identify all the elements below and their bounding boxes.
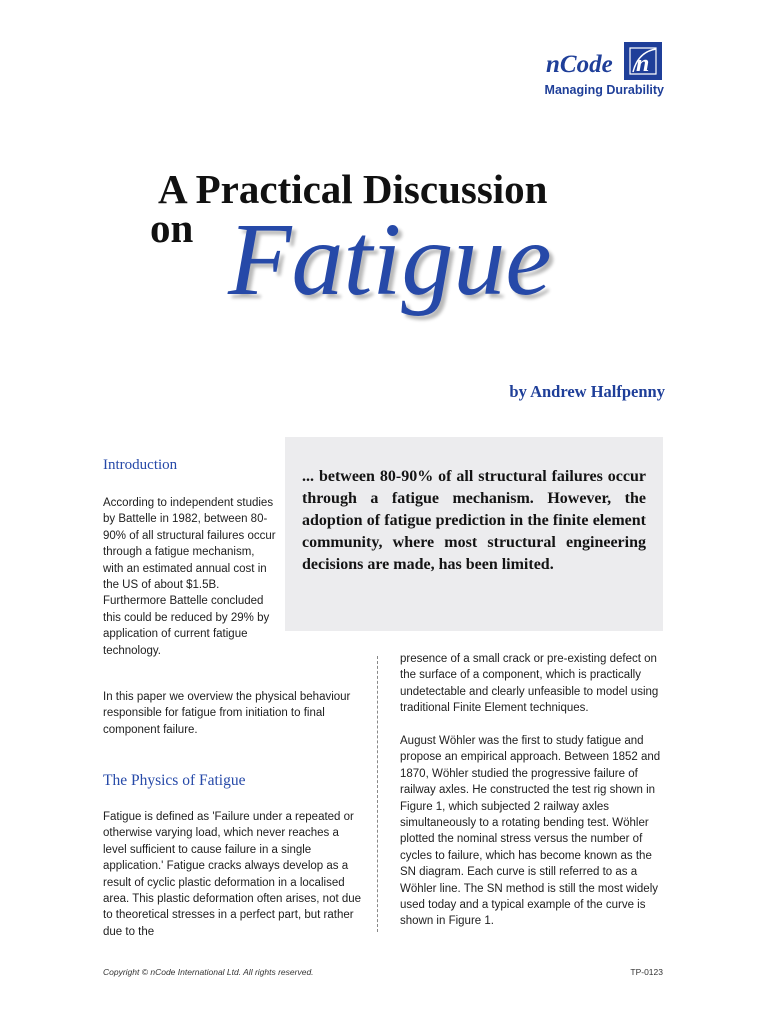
brand-tagline: Managing Durability bbox=[544, 83, 664, 97]
introduction-paragraph-1: According to independent studies by Battelle in 1982, between 80-90% of all structural failures occur through a fatigue mechanism, with an estimated annual cost in the US of about $1.5B. Furthermore Battelle concluded this could be reduced by 29% by application of current fatigue technology. bbox=[103, 497, 276, 657]
copyright-notice: Copyright © nCode International Ltd. All rights reserved. bbox=[103, 967, 314, 977]
brand-name: nCode bbox=[546, 51, 613, 78]
author-byline: by Andrew Halfpenny bbox=[509, 382, 665, 401]
document-number: TP-0123 bbox=[630, 967, 663, 977]
pull-quote-text: ... between 80-90% of all structural failures occur through a fatigue mechanism. However, the adoption of fatigue prediction in the finite element community, where most structural engineering decisions are made, has been limited. bbox=[302, 468, 646, 573]
right-column-paragraph-1: presence of a small crack or pre-existing defect on the surface of a component, which is practically undetectable and clearly unfeasible to model using traditional Finite Element techniques. bbox=[400, 653, 659, 715]
right-column-paragraph-2: August Wöhler was the first to study fatigue and propose an empirical approach. Between 1852 and 1870, Wöhler studied the progressive failure of railway axles. He constructed the test rig shown in Figure 1, which subjected 2 railway axles simultaneously to a rotating bending test. Wöhler plotted the nominal stress versus the number of cycles to failure, which has become known as the SN diagram. Each curve is still referred to as a Wöhler line. The SN method is still the most widely used today and a typical example of the curve is shown in Figure 1. bbox=[400, 735, 661, 928]
pull-quote-box bbox=[285, 437, 663, 631]
introduction-paragraph-2: In this paper we overview the physical behaviour responsible for fatigue from initiation to final component failure. bbox=[103, 691, 351, 736]
title-line-1: A Practical Discussion bbox=[158, 166, 548, 212]
introduction-heading: Introduction bbox=[103, 457, 178, 473]
physics-paragraph-1: Fatigue is defined as 'Failure under a repeated or otherwise varying load, which never reaches a level sufficient to cause failure in a single application.' Fatigue cracks always develop as a result of cyclic plastic deformation in a localised area. This plastic deformation often arises, not due to theoretical stresses in a perfect part, but rather due to the bbox=[103, 811, 362, 938]
physics-heading: The Physics of Fatigue bbox=[103, 772, 246, 789]
logo-mark-letter: n bbox=[636, 51, 650, 77]
column-divider bbox=[377, 656, 378, 932]
title-line-2: on bbox=[150, 205, 194, 251]
title-feature-word: Fatigue bbox=[228, 202, 552, 317]
ncode-logo-icon bbox=[624, 42, 662, 80]
